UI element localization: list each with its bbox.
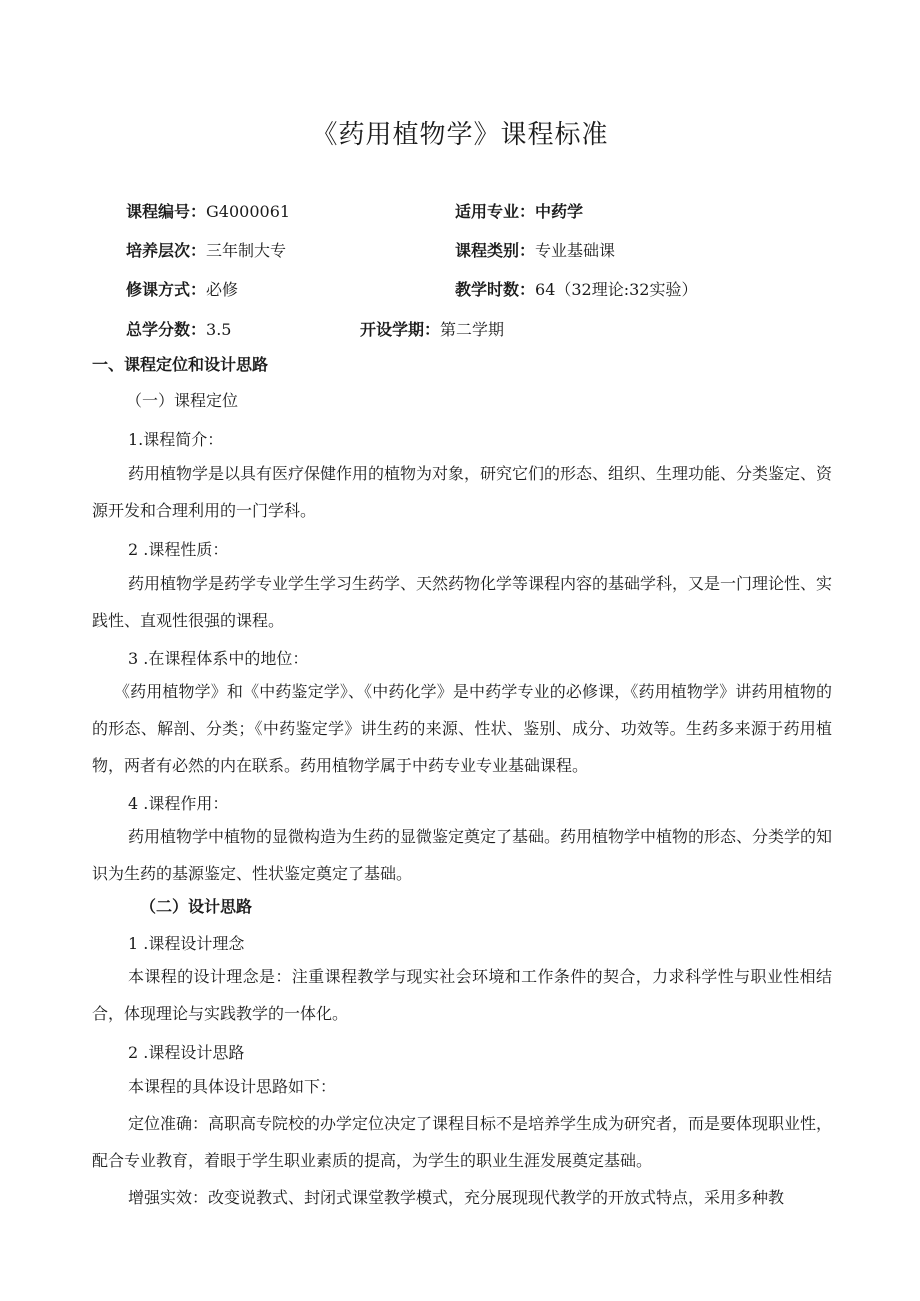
course-level xyxy=(126,238,286,261)
course-major xyxy=(455,199,583,222)
paragraph-design-intro: 本课程的具体设计思路如下： xyxy=(128,1077,337,1096)
item-design-concept: 1 .课程设计理念 xyxy=(128,934,245,953)
paragraph-enhance-effectiveness: 增强实效：改变说教式、封闭式课堂教学模式，充分展现现代教学的开放式特点，采用多种教 xyxy=(128,1188,785,1207)
item-course-status: 3 .在课程体系中的地位： xyxy=(128,649,309,668)
course-hours xyxy=(455,277,698,300)
course-mode-label: 修课方式： xyxy=(126,280,207,299)
paragraph-course-role: 药用植物学中植物的显微构造为生药的显微鉴定奠定了基础。药用植物学中植物的形态、分类学的知识为生药的基源鉴定、性状鉴定奠定了基础。 xyxy=(92,827,833,883)
course-major-label: 适用专业： xyxy=(455,202,536,221)
course-category-value: 专业基础课 xyxy=(535,241,616,260)
course-credits-label: 总学分数： xyxy=(126,320,207,339)
course-major-value: 中药学 xyxy=(535,202,584,221)
course-code-value: G4000061 xyxy=(206,202,291,221)
subsection-design: （二）设计思路 xyxy=(140,897,253,916)
course-mode-value: 必修 xyxy=(206,280,239,299)
course-term-value: 第二学期 xyxy=(440,320,505,339)
course-credits-value: 3.5 xyxy=(206,320,232,339)
course-term xyxy=(360,317,504,340)
course-level-value: 三年制大专 xyxy=(206,241,287,260)
item-design-approach: 2 .课程设计思路 xyxy=(128,1043,245,1062)
section-heading-1: 一、课程定位和设计思路 xyxy=(92,355,269,374)
paragraph-design-concept: 本课程的设计理念是：注重课程教学与现实社会环境和工作条件的契合，力求科学性与职业性相结合，体现理论与实践教学的一体化。 xyxy=(92,967,832,1023)
course-category xyxy=(455,238,615,261)
course-hours-value: 64（32理论:32实验） xyxy=(535,280,698,299)
item-course-role: 4 .课程作用： xyxy=(128,794,229,813)
paragraph-course-nature: 药用植物学是药学专业学生学习生药学、天然药物化学等课程内容的基础学科，又是一门理论性、实践性、直观性很强的课程。 xyxy=(92,574,833,630)
course-code-label: 课程编号： xyxy=(126,202,207,221)
page-title: 《药用植物学》课程标准 xyxy=(311,120,609,150)
course-code xyxy=(126,199,290,222)
course-credits xyxy=(126,317,231,340)
course-level-label: 培养层次： xyxy=(126,241,207,260)
course-hours-label: 教学时数： xyxy=(455,280,536,299)
paragraph-course-intro: 药用植物学是以具有医疗保健作用的植物为对象，研究它们的形态、组织、生理功能、分类鉴定、资源开发和合理利用的一门学科。 xyxy=(92,464,833,520)
paragraph-course-status: 《药用植物学》和《中药鉴定学》、《中药化学》是中药学专业的必修课，《药用植物学》讲药用植物的的形态、解剖、分类；《中药鉴定学》讲生药的来源、性状、鉴别、成分、功效等。生药多来源于药用植物，两者有必然的内在联系。药用植物学属于中药专业专业基础课程。 xyxy=(92,682,832,775)
course-category-label: 课程类别： xyxy=(455,241,536,260)
course-term-label: 开设学期： xyxy=(360,320,441,339)
course-mode xyxy=(126,277,238,300)
subsection-positioning: （一）课程定位 xyxy=(126,391,239,410)
item-course-intro: 1.课程简介： xyxy=(128,430,224,449)
item-course-nature: 2 .课程性质： xyxy=(128,540,229,559)
paragraph-accurate-positioning: 定位准确：高职高专院校的办学定位决定了课程目标不是培养学生成为研究者，而是要体现职业性，配合专业教育，着眼于学生职业素质的提高，为学生的职业生涯发展奠定基础。 xyxy=(92,1114,833,1170)
